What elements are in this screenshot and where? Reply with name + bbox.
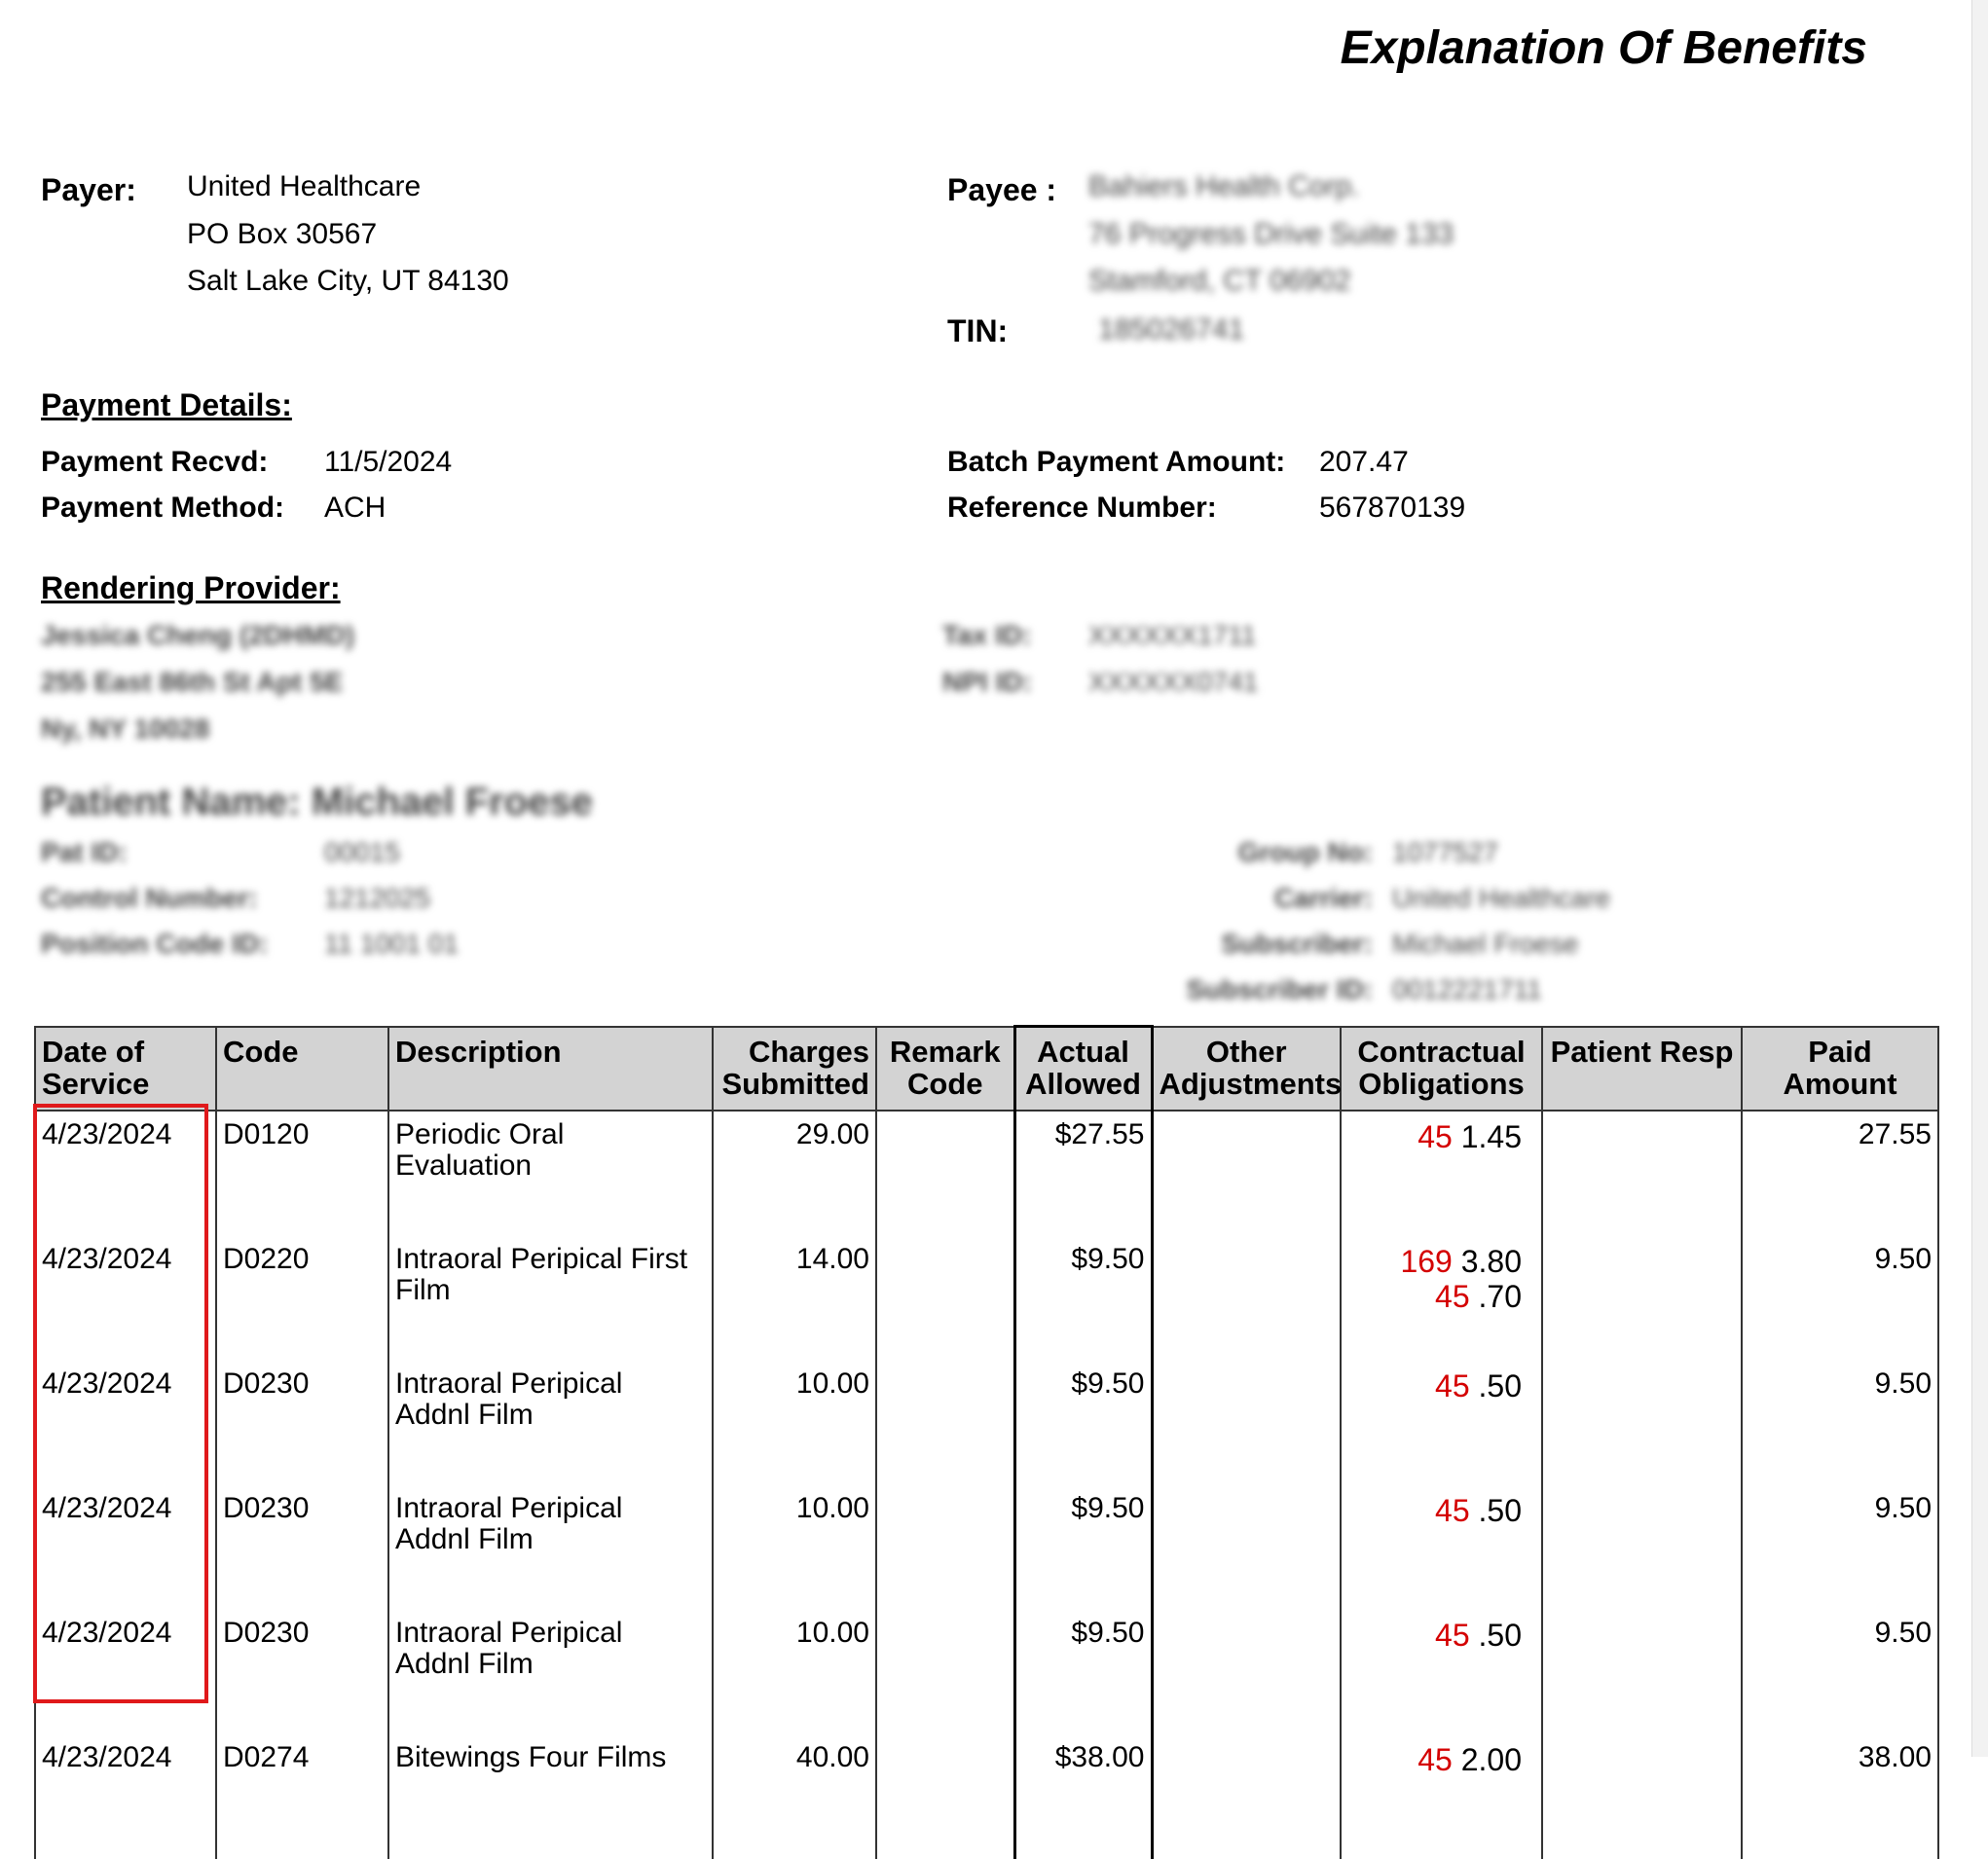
header-charges-submitted: Charges Submitted (713, 1027, 876, 1112)
provider-tax-label: Tax ID: (942, 620, 1032, 650)
contractual-line (1347, 1742, 1522, 1777)
payee-tin-label: TIN: (947, 313, 1009, 348)
batch-payment-label: Batch Payment Amount: (947, 446, 1286, 478)
cell-allowed: $9.50 (1014, 1236, 1152, 1361)
adjustment-amount: .50 (1478, 1368, 1522, 1403)
claims-table (34, 1025, 1937, 1777)
cell-code: D0230 (216, 1485, 388, 1610)
description-line1: Intraoral Peripical (395, 1367, 623, 1400)
description-line2: Addnl Film (395, 1523, 534, 1555)
provider-line1: Jessica Cheng (2DHMD) (41, 620, 355, 650)
cell-charges: 40.00 (713, 1734, 876, 1859)
patient-id-value: 00015 (324, 837, 400, 867)
patient-id-label: Pat ID: (41, 837, 128, 867)
header-actual-allowed: Actual Allowed (1014, 1027, 1152, 1112)
table-row (35, 1734, 1938, 1859)
cell-contractual (1341, 1485, 1542, 1610)
carrier-label: Carrier: (1273, 883, 1373, 913)
subscriber-id-value: 0012221711 (1392, 974, 1542, 1004)
payer-name: United Healthcare (187, 170, 422, 202)
cell-remark (876, 1361, 1014, 1485)
table-row (35, 1361, 1938, 1485)
control-number-label: Control Number: (41, 883, 258, 913)
payee-address1: 76 Progress Drive Suite 133 (1088, 218, 1454, 250)
payment-recvd-value: 11/5/2024 (324, 446, 453, 478)
cell-description (388, 1485, 713, 1610)
scrollbar[interactable] (1971, 0, 1988, 1757)
adjustment-amount: 2.00 (1460, 1742, 1522, 1777)
cell-other-adjustments (1152, 1236, 1341, 1361)
contractual-line (1347, 1368, 1522, 1403)
reference-number-value: 567870139 (1319, 492, 1466, 524)
table-header-row (35, 1027, 1938, 1112)
provider-tax-value: XXXXXX1711 (1088, 620, 1257, 650)
subscriber-label: Subscriber: (1221, 929, 1373, 959)
adjustment-reason-code: 169 (1400, 1244, 1453, 1279)
provider-line2: 255 East 86th St Apt 5E (41, 667, 344, 697)
cell-contractual (1341, 1734, 1542, 1859)
cell-charges: 14.00 (713, 1236, 876, 1361)
cell-paid: 27.55 (1742, 1111, 1938, 1236)
cell-description (388, 1610, 713, 1734)
header-paid-amount: Paid Amount (1742, 1027, 1938, 1112)
cell-code: D0220 (216, 1236, 388, 1361)
header-contractual-obligations: Contractual Obligations (1341, 1027, 1542, 1112)
cell-other-adjustments (1152, 1734, 1341, 1859)
cell-other-adjustments (1152, 1361, 1341, 1485)
cell-remark (876, 1734, 1014, 1859)
cell-patient-resp (1542, 1236, 1742, 1361)
adjustment-amount: .70 (1478, 1279, 1522, 1314)
description-line2: Addnl Film (395, 1648, 534, 1680)
group-no-value: 1077527 (1392, 837, 1499, 867)
cell-remark (876, 1610, 1014, 1734)
header-description: Description (388, 1027, 713, 1112)
cell-charges: 10.00 (713, 1361, 876, 1485)
group-no-label: Group No: (1237, 837, 1373, 867)
cell-patient-resp (1542, 1610, 1742, 1734)
cell-contractual (1341, 1361, 1542, 1485)
provider-npi-label: NPI ID: (942, 667, 1032, 697)
cell-other-adjustments (1152, 1610, 1341, 1734)
cell-other-adjustments (1152, 1485, 1341, 1610)
batch-payment-value: 207.47 (1319, 446, 1409, 478)
contractual-line (1347, 1279, 1522, 1314)
cell-contractual (1341, 1236, 1542, 1361)
document-title: Explanation Of Benefits (1340, 22, 1867, 74)
cell-date: 4/23/2024 (35, 1734, 216, 1859)
control-number-value: 1212025 (324, 883, 431, 913)
table-row (35, 1236, 1938, 1361)
cell-patient-resp (1542, 1485, 1742, 1610)
contractual-line (1347, 1493, 1522, 1528)
cell-description (388, 1111, 713, 1236)
payer-address1: PO Box 30567 (187, 218, 378, 250)
adjustment-reason-code: 45 (1417, 1742, 1453, 1777)
cell-code: D0120 (216, 1111, 388, 1236)
cell-remark (876, 1111, 1014, 1236)
cell-code: D0230 (216, 1361, 388, 1485)
cell-contractual (1341, 1111, 1542, 1236)
contractual-line (1347, 1119, 1522, 1154)
header-remark-code: Remark Code (876, 1027, 1014, 1112)
cell-other-adjustments (1152, 1111, 1341, 1236)
cell-date: 4/23/2024 (35, 1361, 216, 1485)
contractual-line (1347, 1244, 1522, 1279)
table-row (35, 1111, 1938, 1236)
description-line1: Intraoral Peripical (395, 1492, 623, 1524)
subscriber-id-label: Subscriber ID: (1186, 974, 1373, 1004)
payment-method-value: ACH (324, 492, 387, 524)
cell-date: 4/23/2024 (35, 1610, 216, 1734)
claims-body (35, 1111, 1938, 1859)
provider-npi-value: XXXXXX0741 (1088, 667, 1259, 697)
cell-paid: 9.50 (1742, 1361, 1938, 1485)
adjustment-reason-code: 45 (1417, 1119, 1453, 1154)
description-line2: Evaluation (395, 1149, 533, 1182)
cell-description (388, 1236, 713, 1361)
cell-patient-resp (1542, 1734, 1742, 1859)
description-line2: Addnl Film (395, 1399, 534, 1431)
adjustment-amount: 3.80 (1460, 1244, 1522, 1279)
payment-recvd-label: Payment Recvd: (41, 446, 269, 478)
adjustment-amount: .50 (1478, 1618, 1522, 1653)
payer-address2: Salt Lake City, UT 84130 (187, 265, 509, 297)
payee-name: Bahiers Health Corp. (1088, 170, 1360, 202)
position-code-value: 11 1001 01 (324, 929, 460, 959)
header-date-of-service: Date of Service (35, 1027, 216, 1112)
description-line1: Bitewings Four Films (395, 1741, 667, 1773)
header-code: Code (216, 1027, 388, 1112)
cell-date: 4/23/2024 (35, 1111, 216, 1236)
description-line1: Periodic Oral (395, 1118, 565, 1150)
cell-date: 4/23/2024 (35, 1485, 216, 1610)
cell-charges: 29.00 (713, 1111, 876, 1236)
cell-allowed: $38.00 (1014, 1734, 1152, 1859)
cell-allowed: $9.50 (1014, 1610, 1152, 1734)
carrier-value: United Healthcare (1392, 883, 1611, 913)
position-code-label: Position Code ID: (41, 929, 269, 959)
cell-paid: 38.00 (1742, 1734, 1938, 1859)
header-other-adjustments: Other Adjustments (1152, 1027, 1341, 1112)
payee-address2: Stamford, CT 06902 (1088, 265, 1351, 297)
table-row (35, 1610, 1938, 1734)
cell-paid: 9.50 (1742, 1485, 1938, 1610)
adjustment-reason-code: 45 (1435, 1618, 1470, 1653)
adjustment-reason-code: 45 (1435, 1368, 1470, 1403)
cell-allowed: $9.50 (1014, 1485, 1152, 1610)
description-line2: Film (395, 1274, 451, 1306)
cell-paid: 9.50 (1742, 1610, 1938, 1734)
cell-description (388, 1361, 713, 1485)
cell-patient-resp (1542, 1361, 1742, 1485)
payment-details-heading: Payment Details: (41, 387, 292, 422)
table-row (35, 1485, 1938, 1610)
adjustment-reason-code: 45 (1435, 1279, 1470, 1314)
payee-tin: 185026741 (1098, 313, 1245, 346)
cell-description (388, 1734, 713, 1859)
cell-allowed: $9.50 (1014, 1361, 1152, 1485)
patient-name-line: Patient Name: Michael Froese (41, 781, 593, 823)
cell-charges: 10.00 (713, 1485, 876, 1610)
cell-allowed: $27.55 (1014, 1111, 1152, 1236)
cell-contractual (1341, 1610, 1542, 1734)
subscriber-value: Michael Froese (1392, 929, 1579, 959)
payment-method-label: Payment Method: (41, 492, 285, 524)
contractual-line (1347, 1618, 1522, 1653)
provider-line3: Ny, NY 10028 (41, 713, 210, 744)
description-line1: Intraoral Peripical (395, 1617, 623, 1649)
adjustment-amount: .50 (1478, 1493, 1522, 1528)
cell-code: D0230 (216, 1610, 388, 1734)
cell-remark (876, 1236, 1014, 1361)
reference-number-label: Reference Number: (947, 492, 1217, 524)
payer-label: Payer: (41, 172, 136, 207)
payee-label: Payee : (947, 172, 1057, 207)
cell-date: 4/23/2024 (35, 1236, 216, 1361)
adjustment-amount: 1.45 (1460, 1119, 1522, 1154)
cell-remark (876, 1485, 1014, 1610)
cell-paid: 9.50 (1742, 1236, 1938, 1361)
description-line1: Intraoral Peripical First (395, 1243, 688, 1275)
cell-code: D0274 (216, 1734, 388, 1859)
cell-charges: 10.00 (713, 1610, 876, 1734)
cell-patient-resp (1542, 1111, 1742, 1236)
rendering-provider-heading: Rendering Provider: (41, 570, 341, 605)
header-patient-resp: Patient Resp (1542, 1027, 1742, 1112)
adjustment-reason-code: 45 (1435, 1493, 1470, 1528)
